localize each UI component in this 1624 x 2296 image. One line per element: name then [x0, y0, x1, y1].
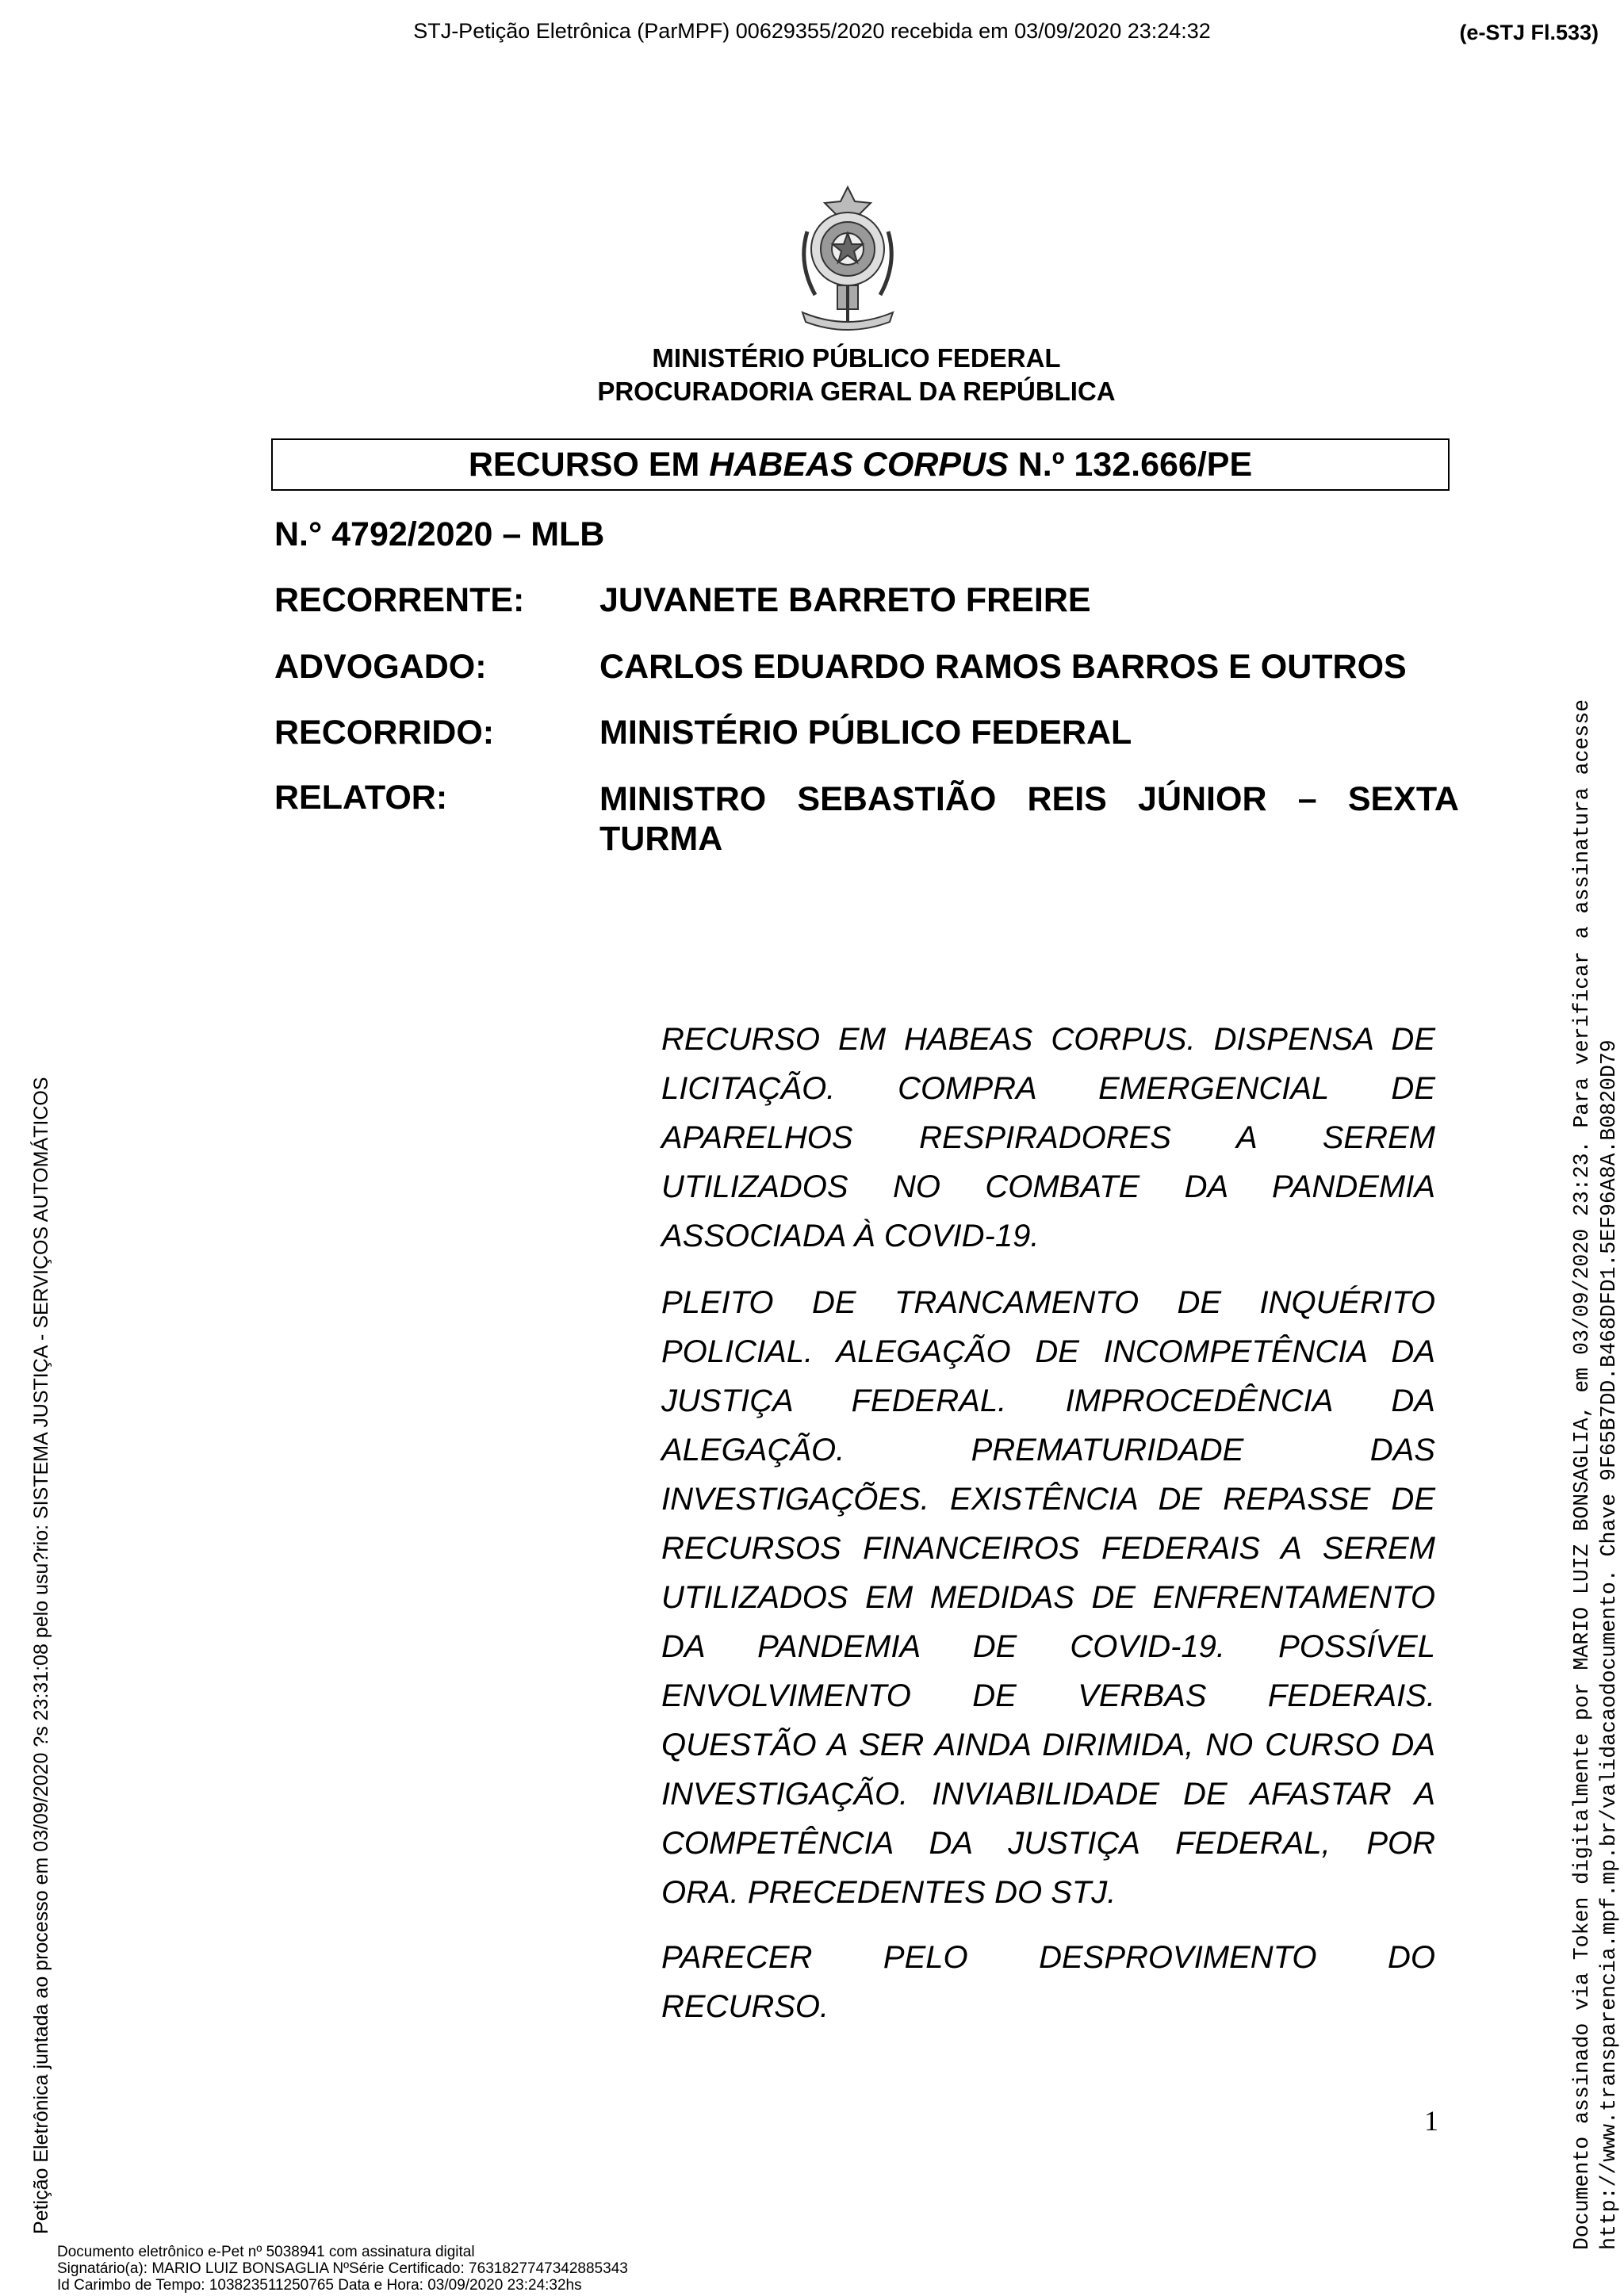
- party-label-recorrido: RECORRIDO:: [274, 714, 495, 752]
- party-label-recorrente: RECORRENTE:: [274, 581, 525, 619]
- ementa-paragraph-1: RECURSO EM HABEAS CORPUS. DISPENSA DE LICITAÇÃO. COMPRA EMERGENCIAL DE APARELHOS RESPIRADORES A SEREM UTILIZADOS NO COMBATE DA PANDEMIA: [661, 1022, 1435, 1204]
- signature-line: Documento assinado via Token digitalmente por MARIO LUIZ BONSAGLIA, em 03/09/2020 23:23. Para verificar a assinatura acesse: [1570, 698, 1594, 2250]
- petition-stamp: STJ-Petição Eletrônica (ParMPF) 00629355/2020 recebida em 03/09/2020 23:24:32: [413, 19, 1211, 43]
- page-number: 1: [1424, 2105, 1438, 2137]
- party-value-relator-cont: TURMA: [599, 820, 723, 858]
- org-name: MINISTÉRIO PÚBLICO FEDERAL: [652, 343, 1061, 373]
- party-label-relator: RELATOR:: [274, 779, 448, 817]
- party-value-advogado: CARLOS EDUARDO RAMOS BARROS E OUTROS: [599, 648, 1407, 686]
- party-value-recorrente: JUVANETE BARRETO FREIRE: [599, 581, 1091, 619]
- ementa-paragraph-2-end: ORA. PRECEDENTES DO STJ.: [661, 1875, 1116, 1910]
- party-value-recorrido: MINISTÉRIO PÚBLICO FEDERAL: [599, 714, 1132, 752]
- signature-footer: [57, 2244, 628, 2294]
- coat-of-arms-icon: [791, 184, 904, 331]
- ementa-paragraph-3-end: RECURSO.: [661, 1989, 829, 2024]
- footer-line: Id Carimbo de Tempo: 103823511250765 Data e Hora: 03/09/2020 23:24:32hs: [57, 2277, 582, 2294]
- opinion-number: N.° 4792/2020 – MLB: [274, 515, 605, 553]
- page-reference: (e-STJ Fl.533): [1459, 21, 1599, 44]
- ementa-paragraph-2: PLEITO DE TRANCAMENTO DE INQUÉRITO POLICIAL. ALEGAÇÃO DE INCOMPETÊNCIA DA JUSTIÇA FEDERAL. IMPROCEDÊNCIA DA ALEGAÇÃO. PREMATURIDADE DAS INVESTIGAÇÕES. EXISTÊNCIA DE REPASSE DE RECURSOS FINANCEIROS FEDERAIS A SEREM UTILIZADOS EM MEDIDAS DE ENFRENTAMENTO DA PANDEMIA DE COVID-19. POSSÍVEL ENVOLVIMENTO DE VERBAS FEDERAIS. QUESTÃO A SER AINDA DIRIMIDA, NO CURSO DA INVESTIGAÇÃO. INVIABILIDADE DE AFASTAR A COMPETÊNCIA DA JUSTIÇA FEDERAL, POR: [661, 1285, 1435, 1861]
- side-stamp-right: [1568, 699, 1622, 2250]
- footer-line: Documento eletrônico e-Pet nº 5038941 com assinatura digital: [57, 2244, 475, 2260]
- case-title: RECURSO EM HABEAS CORPUS N.º 132.666/PE: [271, 438, 1450, 491]
- side-stamp-left: Petição Eletrônica juntada ao processo em 03/09/2020 ?s 23:31:08 pelo usu?rio: SISTEMA JUSTIÇA - SERVIÇOS AUTOMÁTICOS: [30, 1077, 52, 2234]
- ementa-paragraph-3: PARECER PELO DESPROVIMENTO DO: [661, 1940, 1435, 1975]
- party-value-relator: MINISTRO SEBASTIÃO REIS JÚNIOR – SEXTA: [599, 780, 1459, 818]
- org-subname: PROCURADORIA GERAL DA REPÚBLICA: [597, 377, 1116, 406]
- verification-link[interactable]: http://www.transparencia.mpf.mp.br/validacaodocumento. Chave 9F65B7DD.B468DFD1.5EF96A8A.B0820D79: [1597, 1039, 1621, 2250]
- ementa-paragraph-1-end: ASSOCIADA À COVID-19.: [661, 1219, 1040, 1253]
- footer-line: Signatário(a): MARIO LUIZ BONSAGLIA NºSérie Certificado: 7631827747342885343: [57, 2260, 628, 2277]
- party-label-advogado: ADVOGADO:: [274, 648, 487, 686]
